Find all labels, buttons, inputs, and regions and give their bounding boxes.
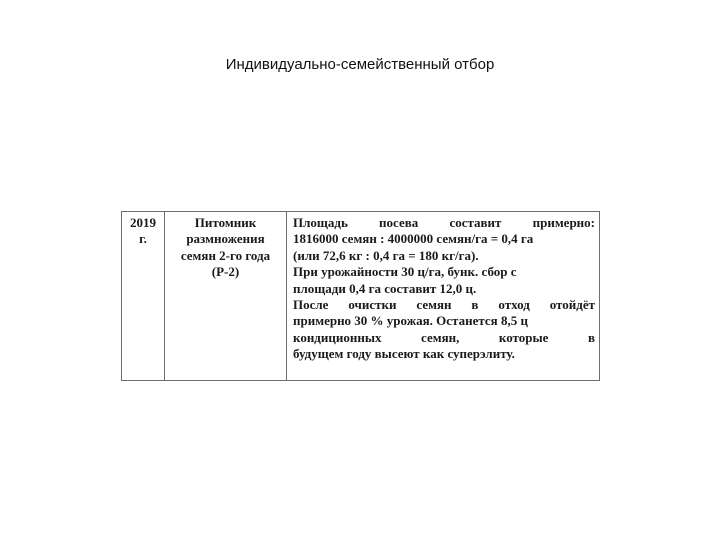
description-word: которые [498, 329, 549, 345]
description-word: семян, [421, 329, 460, 345]
description-line: 1816000 семян : 4000000 семян/га = 0,4 га [293, 231, 534, 247]
description-line [293, 330, 595, 346]
description-word: примерно: [532, 215, 595, 230]
description-word: в [587, 329, 595, 345]
slide-title: Индивидуально-семейственный отбор [225, 56, 495, 73]
description-line: (или 72,6 кг : 0,4 га = 180 кг/га). [293, 247, 479, 263]
description-line [293, 215, 595, 231]
schedule-table [121, 211, 600, 381]
description-word: После [293, 297, 329, 313]
stage-cell-line: семян 2-го года [180, 247, 271, 263]
description-line: примерно 30 % урожая. Останется 8,5 ц [293, 313, 528, 329]
description-word: отойдёт [549, 297, 595, 313]
description-word: отход [498, 297, 530, 313]
description-line: При урожайности 30 ц/га, бунк. сбор с [293, 264, 517, 280]
description-line [293, 297, 595, 313]
description-word: очистки [348, 297, 397, 313]
description-word: Площадь [293, 215, 348, 230]
year-cell [122, 212, 165, 380]
description-line: будущем году высеют как суперэлиту. [293, 346, 515, 362]
description-word: кондиционных [293, 329, 382, 345]
description-word: составит [449, 215, 502, 230]
description-word: посева [379, 215, 419, 230]
stage-cell-line: размножения [186, 231, 265, 247]
description-cell [287, 212, 599, 380]
stage-cell-line: (Р-2) [211, 264, 240, 280]
description-word: семян [416, 297, 452, 313]
stage-cell-line: Питомник [194, 215, 257, 230]
year-cell-line: 2019 [130, 215, 156, 230]
description-word: в [471, 297, 479, 313]
year-cell-line: г. [139, 231, 147, 247]
description-line: площади 0,4 га составит 12,0 ц. [293, 280, 477, 296]
stage-cell [165, 212, 287, 380]
